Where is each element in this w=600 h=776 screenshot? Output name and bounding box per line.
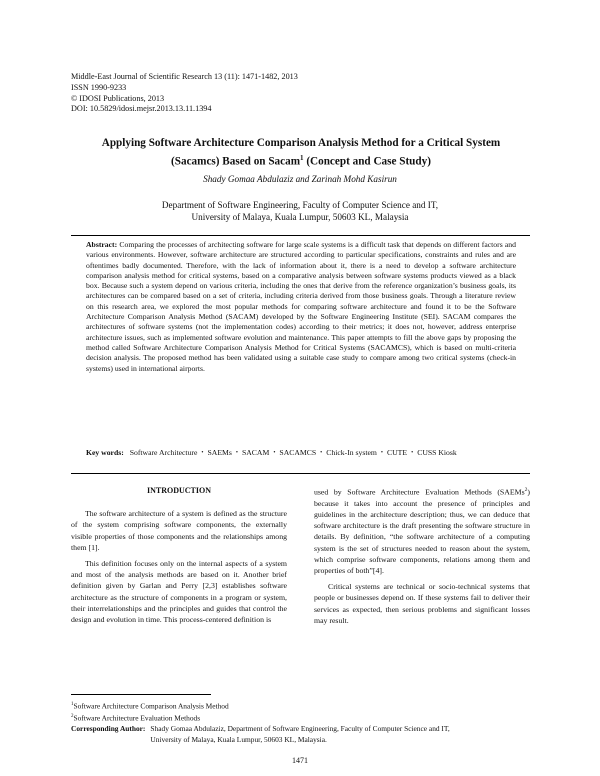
keyword-separator: •	[380, 450, 383, 456]
section-heading-introduction: INTRODUCTION	[146, 486, 211, 495]
keyword-separator: •	[273, 450, 276, 456]
title-suffix: (Concept and Case Study)	[303, 155, 431, 168]
keyword-separator: •	[320, 450, 323, 456]
intro-paragraph-3-start: used by Software Architecture Evaluation Methods (SAEMs	[314, 487, 525, 497]
keyword-item: SAEMs	[207, 448, 232, 457]
abstract-text: Comparing the processes of architecting software for large scale systems is a difficult task that depends on different factors and various environments. However, software architecture are structured according to particular specifications, constraints and rules and are oftentimes badly documented. Therefore, with the lack of information about it, there is a need to develop a software architecture comparison analysis method for critical systems, based on a comparative analysis between software systems products viewed as a black box. Because such a system depend on various criteria, including the ones that derive from the reference organization’s business goals, its architectures can be compared based on a set of criteria, including criteria derived from those business goals. Through a literature review on this research area, we explored the most popular methods for comparing software architecture and found it to be the Software Architecture Comparison Analysis Method (SACAM) developed by the Software Engineering Institute (SEI). SACAM compares the architectures of software systems (not the implementation codes) according to their metrics; it does not, however, address enterprise architecture issues, such as implemented software evolution and maintenance. This paper attempts to fill the above gaps by proposing the method called Software Architecture Comparison Analysis Method for Critical Systems (SACAMCS), which is based on multi-criteria decision analysis. The proposed method has been validated using a suitable case study to compare among two critical systems (check-in systems) used in international airports.	[86, 240, 516, 373]
intro-paragraph-3-rest: ) because it takes into account the presence of principles and guidelines in the architecture description; thus, we can deduce that software architecture is the draft presenting the software structure in details. By definition, “the software architecture of a computing system is the set of structures needed to reason about the system, which comprise software components, relations among them and properties of both”[4].	[314, 487, 530, 576]
journal-copyright: © IDOSI Publications, 2013	[71, 93, 165, 103]
keyword-item: Software Architecture	[129, 448, 198, 457]
abstract	[86, 240, 516, 374]
intro-paragraph-1: The software architecture of a system is defined as the structure of the system comprising software components, the externally visible properties of those components and the relationships among them [1].	[71, 509, 287, 552]
affiliation-line-2: University of Malaya, Kuala Lumpur, 50603 KL, Malaysia	[191, 212, 409, 223]
footnote-2-text: Software Architecture Evaluation Methods	[73, 713, 201, 723]
footnote-2	[71, 712, 531, 724]
keywords-list	[130, 448, 457, 457]
title-text: Applying Software Architecture Comparison Analysis Method for a Critical System (Sacamcs) Based on Sacam	[101, 137, 501, 168]
journal-issn: ISSN 1990-9233	[71, 82, 127, 92]
keywords-label: Key words:	[86, 448, 124, 457]
keyword-item: SACAMCS	[279, 448, 317, 457]
abstract-label: Abstract:	[86, 240, 118, 249]
title-footnote-mark: 1	[300, 153, 304, 162]
intro-paragraph-4: Critical systems are technical or socio-technical systems that people or businesses depend on. If these systems fail to deliver their services as expected, then serious problems and significant losses may result.	[314, 582, 530, 625]
affiliation-line-1: Department of Software Engineering, Faculty of Computer Science and IT,	[161, 200, 439, 210]
journal-doi: DOI: 10.5829/idosi.mejsr.2013.13.11.1394	[71, 104, 212, 114]
corresponding-author-details	[150, 724, 449, 745]
right-column	[314, 485, 530, 631]
corresponding-author-label: Corresponding Author:	[71, 724, 146, 734]
keyword-item: CUTE	[387, 448, 408, 457]
corresponding-author	[71, 724, 531, 745]
keyword-separator: •	[201, 450, 204, 456]
keyword-item: SACAM	[241, 448, 270, 457]
footnote-1-mark: 1	[71, 702, 74, 707]
footnote-1-text: Software Architecture Comparison Analysis Method	[73, 701, 229, 711]
footnote-2-mark: 2	[71, 714, 74, 720]
journal-meta	[71, 72, 298, 115]
keyword-separator: •	[235, 450, 238, 456]
footnote-rule	[71, 694, 211, 695]
keyword-separator: •	[411, 450, 414, 456]
left-column	[71, 485, 287, 630]
authors: Shady Gomaa Abdulaziz and Zarinah Mohd Kasirun	[203, 174, 397, 184]
page-number: 1471	[292, 756, 308, 765]
keyword-item: CUSS Kiosk	[417, 448, 457, 457]
keyword-item: Chick-In system	[326, 448, 377, 457]
journal-citation: Middle-East Journal of Scientific Research 13 (11): 1471-1482, 2013	[71, 72, 298, 81]
paper-title	[96, 136, 506, 169]
keywords-bottom-rule	[71, 473, 530, 474]
footnotes	[71, 700, 531, 745]
corresponding-author-line-1: Shady Gomaa Abdulaziz, Department of Software Engineering, Faculty of Computer Science and IT,	[150, 724, 450, 734]
footnote-1	[71, 700, 531, 712]
corresponding-author-line-2: University of Malaya, Kuala Lumpur, 50603 KL, Malaysia.	[150, 734, 327, 744]
footnote-mark-2: 2	[524, 487, 528, 493]
keywords	[86, 448, 516, 458]
abstract-top-rule	[71, 235, 530, 236]
intro-paragraph-3	[314, 485, 530, 576]
affiliation	[0, 199, 600, 224]
intro-paragraph-2: This definition focuses only on the internal aspects of a system and most of the analysis methods are based on it. Another brief definition given by Garlan and Perry [2,3] establishes software architecture as the structure of components in a program or system, their interrelationships and the principles and guides that control the design and evolution in time. This process-centered definition is	[71, 559, 287, 625]
